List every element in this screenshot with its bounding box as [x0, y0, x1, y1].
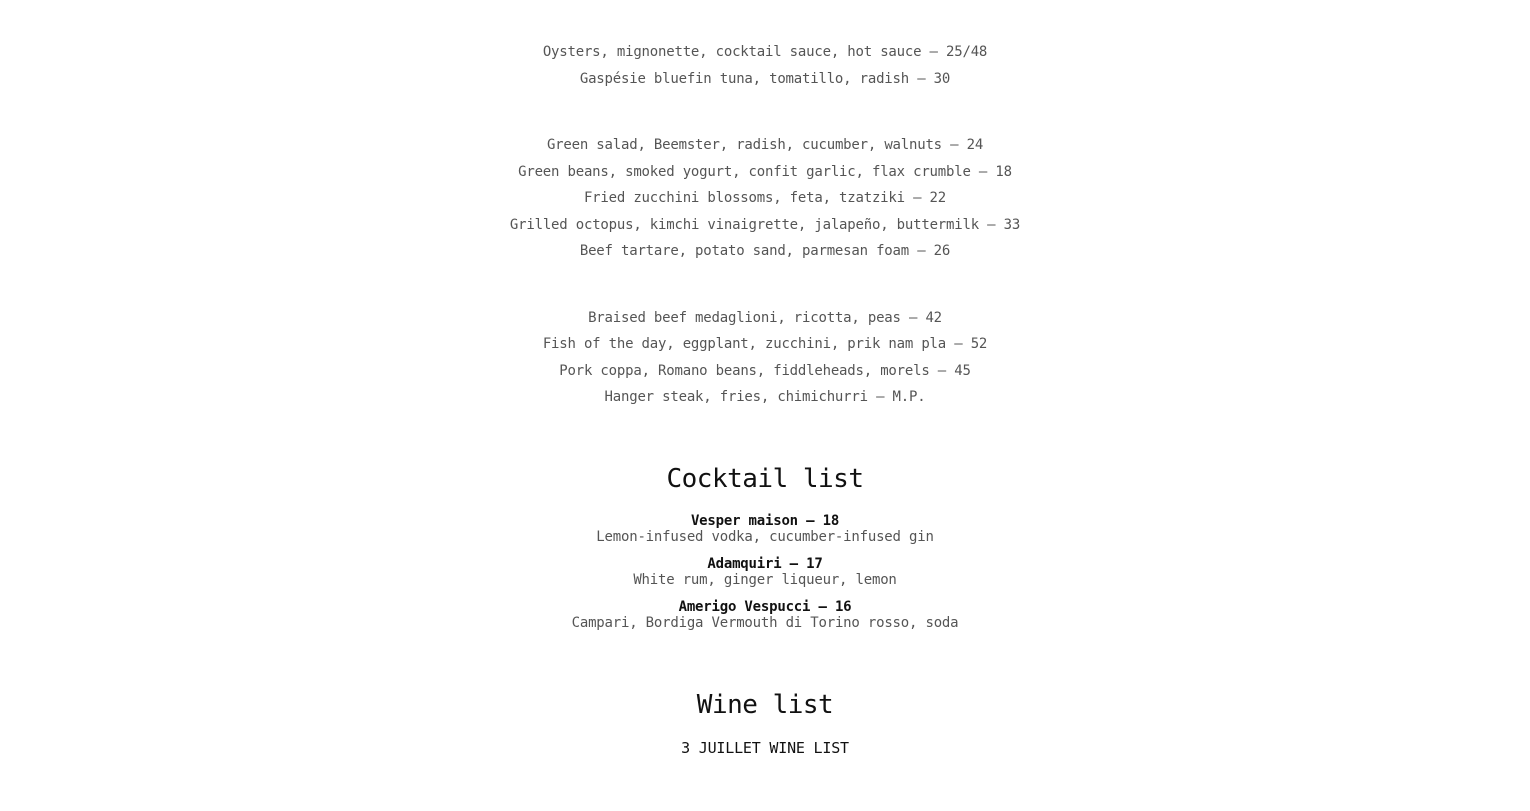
menu-item-green-beans: Green beans, smoked yogurt, confit garlic, flax crumble – 18	[518, 164, 1012, 180]
cocktail-desc-amerigo: Campari, Bordiga Vermouth di Torino rosso, soda	[571, 615, 959, 631]
cocktail-desc-adamquiri: White rum, ginger liqueur, lemon	[633, 572, 897, 588]
cocktail-desc-vesper: Lemon-infused vodka, cucumber-infused gin	[596, 529, 934, 545]
menu-item-beef-tartare: Beef tartare, potato sand, parmesan foam – 26	[579, 243, 951, 259]
menu-item-zucchini-blossoms: Fried zucchini blossoms, feta, tzatziki – 22	[583, 190, 947, 206]
cocktail-list-heading: Cocktail list	[666, 464, 864, 494]
wine-list-heading: Wine list	[696, 690, 834, 720]
cocktail-title-adamquiri: Adamquiri – 17	[707, 556, 823, 572]
menu-item-green-salad: Green salad, Beemster, radish, cucumber, walnuts – 24	[546, 137, 984, 153]
menu-item-tuna: Gaspésie bluefin tuna, tomatillo, radish – 30	[579, 71, 951, 87]
menu-item-hanger-steak: Hanger steak, fries, chimichurri – M.P.	[604, 389, 926, 405]
wine-list-link[interactable]: 3 JUILLET WINE LIST	[681, 739, 849, 757]
menu-item-pork-coppa: Pork coppa, Romano beans, fiddleheads, morels – 45	[559, 363, 971, 379]
menu-item-octopus: Grilled octopus, kimchi vinaigrette, jalapeño, buttermilk – 33	[509, 217, 1021, 233]
menu-item-fish-of-the-day: Fish of the day, eggplant, zucchini, prik nam pla – 52	[542, 336, 988, 352]
menu-item-beef-medaglioni: Braised beef medaglioni, ricotta, peas – 42	[588, 310, 942, 326]
menu-item-oysters: Oysters, mignonette, cocktail sauce, hot sauce – 25/48	[542, 44, 988, 60]
cocktail-title-amerigo: Amerigo Vespucci – 16	[678, 599, 852, 615]
cocktail-title-vesper: Vesper maison – 18	[690, 513, 840, 529]
